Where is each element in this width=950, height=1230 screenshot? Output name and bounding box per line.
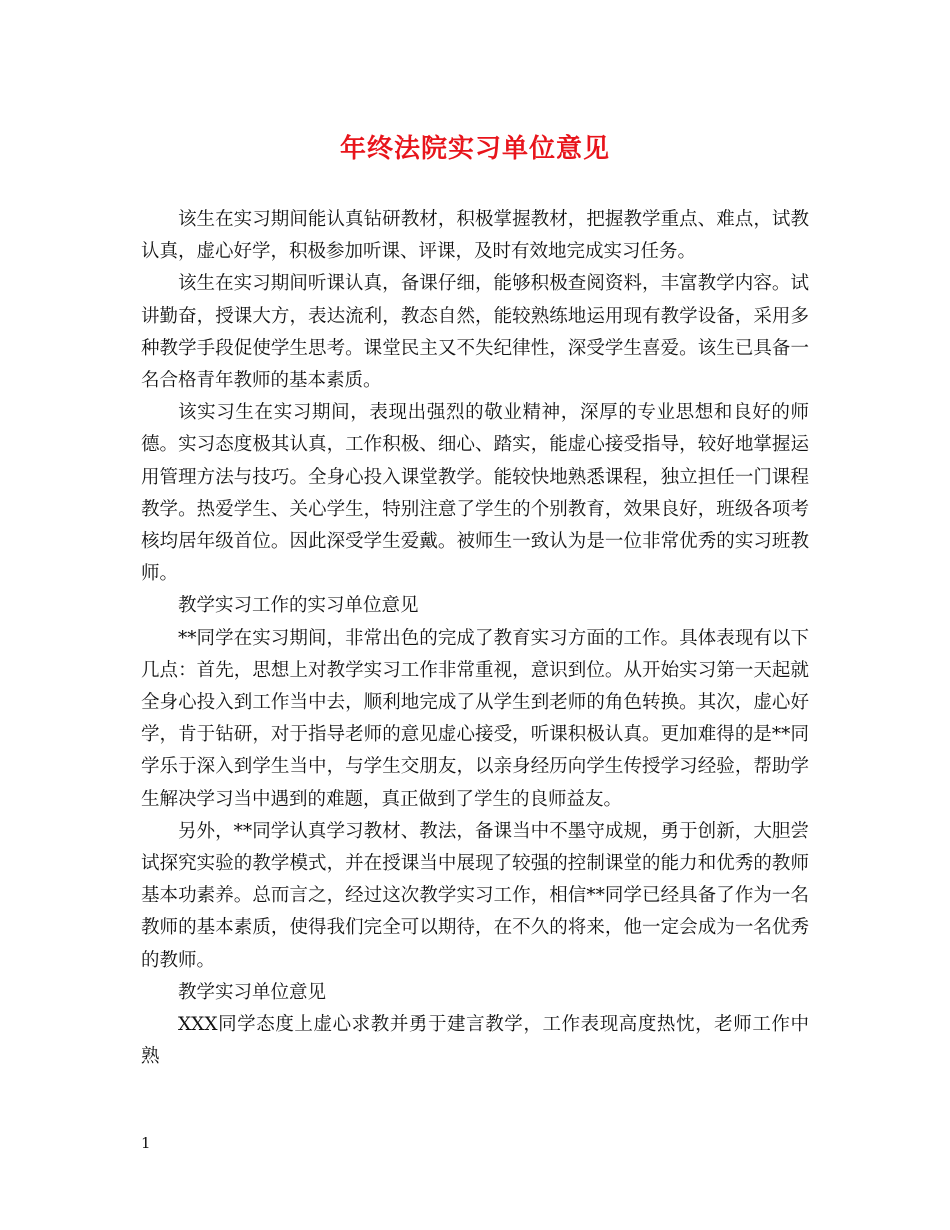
page-number: 1 — [141, 1134, 151, 1152]
paragraph-5: 另外，**同学认真学习教材、教法，备课当中不墨守成规，勇于创新，大胆尝试探究实验的教学模式，并在授课当中展现了较强的控制课堂的能力和优秀的教师基本功素养。总而言之，经过这次教学实习工作，相信**同学已经具备了作为一名教师的基本素质，使得我们完全可以期待，在不久的将来，他一定会成为一名优秀的教师。 — [141, 820, 809, 971]
section-heading-teaching-internship-unit: 教学实习单位意见 — [178, 981, 327, 1003]
paragraph-1: 该生在实习期间能认真钻研教材，积极掌握教材，把握教学重点、难点，试教认真，虚心好学，积极参加听课、评课，及时有效地完成实习任务。 — [141, 209, 809, 263]
paragraph-3: 该实习生在实习期间，表现出强烈的敬业精神，深厚的专业思想和良好的师德。实习态度极其认真，工作积极、细心、踏实，能虚心接受指导，较好地掌握运用管理方法与技巧。全身心投入课堂教学。能较快地熟悉课程，独立担任一门课程教学。热爱学生、关心学生，特别注意了学生的个别教育，效果良好，班级各项考核均居年级首位。因此深受学生爱戴。被师生一致认为是一位非常优秀的实习班教师。 — [141, 402, 809, 585]
document-title: 年终法院实习单位意见 — [339, 134, 610, 164]
section-heading-teaching-internship-work: 教学实习工作的实习单位意见 — [178, 595, 419, 617]
paragraph-2: 该生在实习期间听课认真，备课仔细，能够积极查阅资料，丰富教学内容。试讲勤奋，授课大方，表达流利，教态自然，能较熟练地运用现有教学设备，采用多种教学手段促使学生思考。课堂民主又不失纪律性，深受学生喜爱。该生已具备一名合格青年教师的基本素质。 — [141, 273, 809, 392]
paragraph-4: **同学在实习期间，非常出色的完成了教育实习方面的工作。具体表现有以下几点：首先，思想上对教学实习工作非常重视，意识到位。从开始实习第一天起就全身心投入到工作当中去，顺利地完成了从学生到老师的角色转换。其次，虚心好学，肯于钻研，对于指导老师的意见虚心接受，听课积极认真。更加难得的是**同学乐于深入到学生当中，与学生交朋友，以亲身经历向学生传授学习经验，帮助学生解决学习当中遇到的难题，真正做到了学生的良师益友。 — [141, 627, 809, 810]
paragraph-6: XXX同学态度上虚心求教并勇于建言教学，工作表现高度热忱，老师工作中熟 — [141, 1014, 809, 1068]
document-body — [141, 204, 809, 1073]
